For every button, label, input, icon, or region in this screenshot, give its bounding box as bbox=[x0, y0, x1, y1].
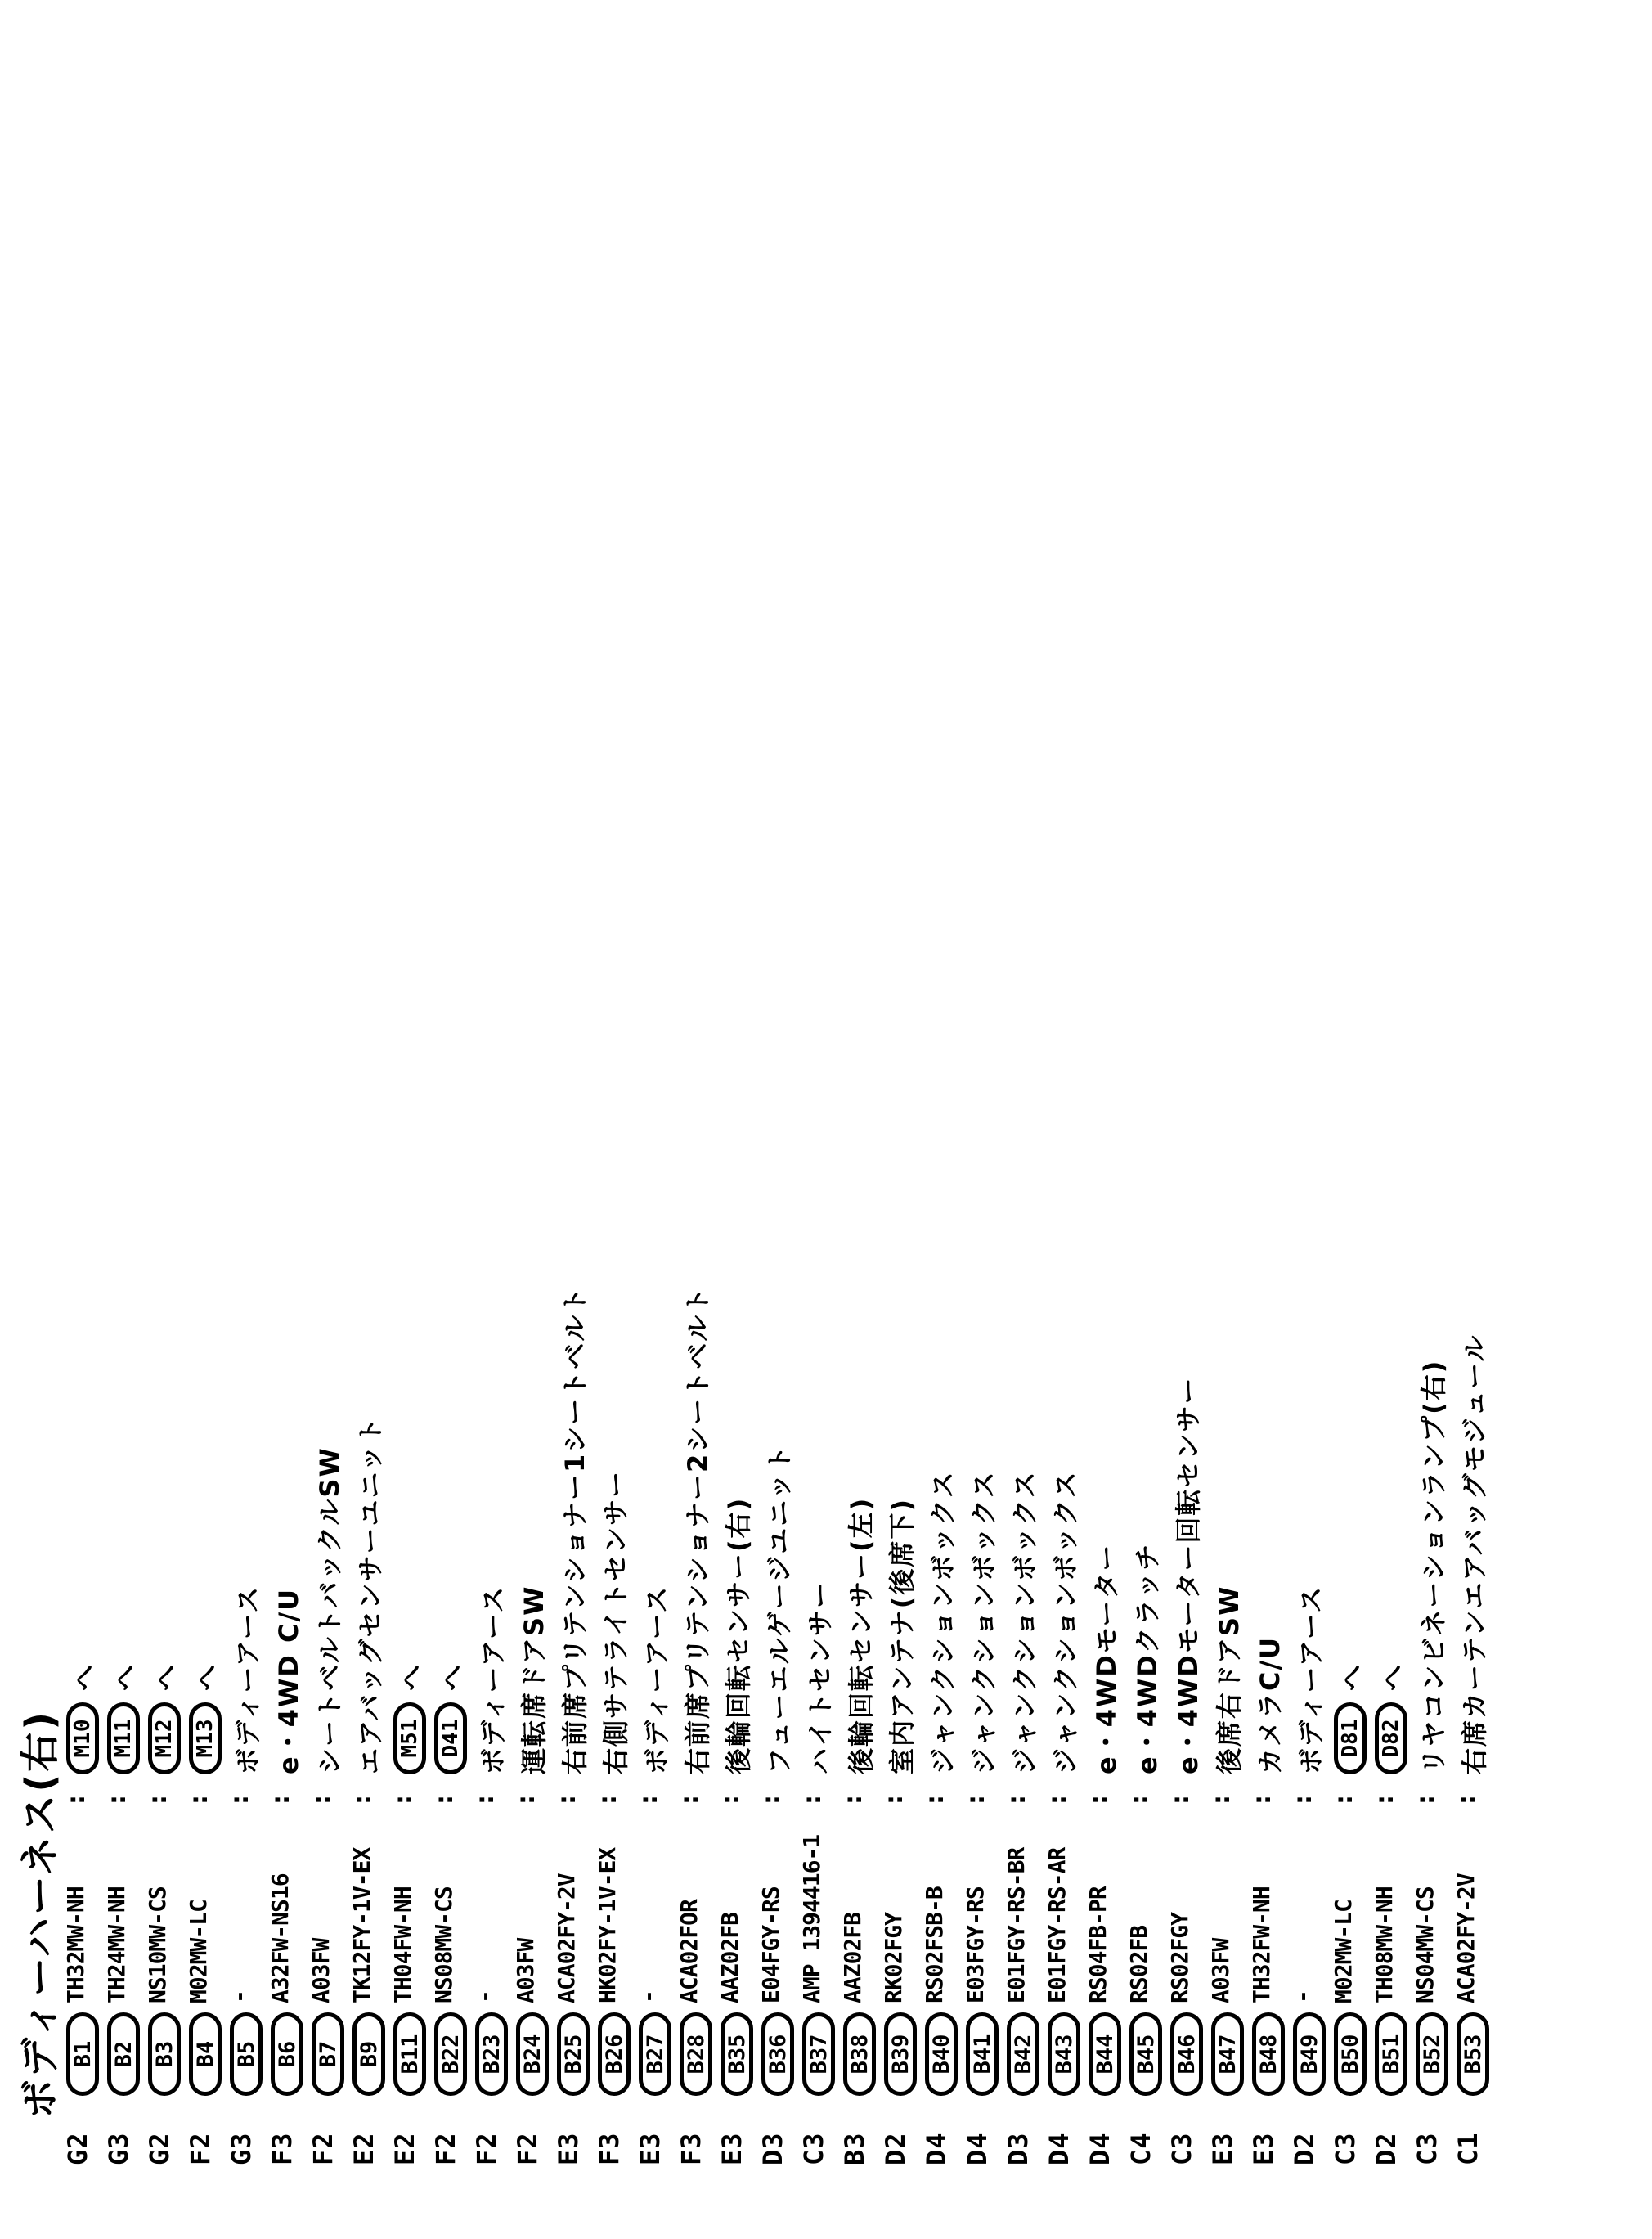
link-suffix: へ bbox=[150, 1662, 182, 1691]
connector-id-badge: B25 bbox=[557, 2012, 590, 2096]
colon-separator: : bbox=[1166, 1795, 1195, 1805]
part-number: TH24MW-NH bbox=[103, 1886, 130, 2003]
grid-reference: G3 bbox=[103, 2132, 134, 2165]
connector-id-badge: B46 bbox=[1170, 2012, 1203, 2096]
table-row bbox=[1289, 0, 1330, 2239]
grid-reference: D4 bbox=[1044, 2132, 1075, 2165]
link-suffix: へ bbox=[437, 1662, 468, 1691]
colon-separator: : bbox=[757, 1795, 786, 1805]
connector-id-badge: B41 bbox=[966, 2012, 999, 2096]
grid-reference: D4 bbox=[921, 2132, 952, 2165]
part-number: - bbox=[1289, 1990, 1316, 2003]
colon-separator: : bbox=[1248, 1795, 1277, 1805]
part-number: NS04MW-CS bbox=[1412, 1886, 1439, 2003]
table-row bbox=[1125, 0, 1166, 2239]
grid-reference: F2 bbox=[308, 2132, 339, 2165]
part-number: A03FW bbox=[512, 1938, 539, 2003]
table-row bbox=[880, 0, 921, 2239]
connector-id-badge: B39 bbox=[884, 2012, 917, 2096]
table-row bbox=[1412, 0, 1452, 2239]
colon-separator: : bbox=[430, 1795, 459, 1805]
colon-separator: : bbox=[185, 1795, 213, 1805]
colon-separator: : bbox=[1452, 1795, 1481, 1805]
connector-id-badge: B49 bbox=[1293, 2012, 1326, 2096]
connector-table bbox=[62, 0, 1493, 2239]
linked-connector-badge: M51 bbox=[393, 1702, 426, 1774]
connector-id-badge: B37 bbox=[802, 2012, 835, 2096]
grid-reference: C4 bbox=[1125, 2132, 1156, 2165]
part-number: AMP 1394416-1 bbox=[798, 1834, 825, 2003]
colon-separator: : bbox=[1044, 1795, 1072, 1805]
colon-separator: : bbox=[921, 1795, 949, 1805]
colon-separator: : bbox=[62, 1795, 91, 1805]
grid-reference: D2 bbox=[1289, 2132, 1320, 2165]
destination: e・4WDモーター回転センサー bbox=[1173, 1376, 1204, 1774]
grid-reference: C3 bbox=[1412, 2132, 1443, 2165]
grid-reference: G3 bbox=[226, 2132, 257, 2165]
link-suffix: へ bbox=[396, 1662, 427, 1691]
colon-separator: : bbox=[512, 1795, 541, 1805]
connector-id-badge: B2 bbox=[107, 2012, 140, 2096]
connector-id-badge: B23 bbox=[475, 2012, 508, 2096]
connector-id-badge: B9 bbox=[352, 2012, 385, 2096]
table-row bbox=[103, 0, 144, 2239]
grid-reference: D3 bbox=[757, 2132, 788, 2165]
connector-id-badge: B5 bbox=[230, 2012, 263, 2096]
table-row bbox=[1207, 0, 1248, 2239]
destination: ハイトセンサー bbox=[805, 1580, 836, 1774]
destination: ジャンクションボックス bbox=[968, 1470, 999, 1774]
table-row bbox=[1003, 0, 1044, 2239]
table-row bbox=[757, 0, 798, 2239]
table-row bbox=[1166, 0, 1207, 2239]
grid-reference: C3 bbox=[1166, 2132, 1197, 2165]
destination: e・4WDクラッチ bbox=[1132, 1542, 1163, 1774]
part-number: M02MW-LC bbox=[185, 1900, 212, 2003]
destination bbox=[62, 1663, 103, 1774]
table-row bbox=[921, 0, 962, 2239]
part-number: AAZ02FB bbox=[716, 1912, 743, 2003]
destination: 右側サテライトセンサー bbox=[600, 1469, 631, 1774]
grid-reference: F3 bbox=[676, 2132, 707, 2165]
connector-id-badge: B3 bbox=[148, 2012, 181, 2096]
part-number: TH08MW-NH bbox=[1371, 1886, 1398, 2003]
grid-reference: F2 bbox=[512, 2132, 543, 2165]
destination bbox=[103, 1663, 144, 1774]
table-row bbox=[1248, 0, 1289, 2239]
part-number: E01FGY-RS-AR bbox=[1044, 1847, 1071, 2003]
colon-separator: : bbox=[471, 1795, 500, 1805]
part-number: RS04FB-PR bbox=[1084, 1886, 1111, 2003]
destination: 右前席プリテンショナー2シートベルト bbox=[682, 1285, 713, 1774]
connector-id-badge: B52 bbox=[1416, 2012, 1448, 2096]
colon-separator: : bbox=[1207, 1795, 1236, 1805]
grid-reference: C3 bbox=[798, 2132, 829, 2165]
destination: 室内アンテナ(後席下) bbox=[887, 1498, 918, 1774]
table-row bbox=[308, 0, 348, 2239]
connector-id-badge: B40 bbox=[925, 2012, 958, 2096]
part-number: - bbox=[635, 1990, 662, 2003]
destination: ボディーアース bbox=[641, 1585, 672, 1774]
grid-reference: E3 bbox=[553, 2132, 584, 2165]
destination: 後輪回転センサー(右) bbox=[723, 1496, 754, 1774]
link-suffix: へ bbox=[1377, 1662, 1408, 1691]
connector-id-badge: B42 bbox=[1007, 2012, 1039, 2096]
colon-separator: : bbox=[880, 1795, 909, 1805]
colon-separator: : bbox=[676, 1795, 704, 1805]
part-number: E04FGY-RS bbox=[757, 1886, 784, 2003]
connector-id-badge: B50 bbox=[1334, 2012, 1367, 2096]
part-number: HK02FY-1V-EX bbox=[594, 1847, 621, 2003]
part-number: RS02FGY bbox=[1166, 1912, 1193, 2003]
connector-id-badge: B27 bbox=[639, 2012, 671, 2096]
link-suffix: へ bbox=[69, 1662, 100, 1691]
colon-separator: : bbox=[1371, 1795, 1399, 1805]
destination: 右席カーテンエアバッグモジュール bbox=[1459, 1333, 1490, 1774]
part-number: AAZ02FB bbox=[839, 1912, 866, 2003]
part-number: RS02FSB-B bbox=[921, 1886, 948, 2003]
table-row bbox=[430, 0, 471, 2239]
colon-separator: : bbox=[716, 1795, 745, 1805]
connector-id-badge: B28 bbox=[680, 2012, 712, 2096]
destination: シートベルトバックルSW bbox=[314, 1446, 345, 1774]
grid-reference: F3 bbox=[594, 2132, 625, 2165]
link-suffix: へ bbox=[1336, 1662, 1367, 1691]
colon-separator: : bbox=[389, 1795, 418, 1805]
colon-separator: : bbox=[594, 1795, 622, 1805]
part-number: ACA02FOR bbox=[676, 1900, 703, 2003]
destination bbox=[1330, 1663, 1371, 1774]
destination bbox=[389, 1663, 430, 1774]
colon-separator: : bbox=[1084, 1795, 1113, 1805]
page-title: ボディーハーネス(右) bbox=[17, 1709, 63, 2119]
destination: e・4WDモーター bbox=[1091, 1543, 1122, 1774]
colon-separator: : bbox=[1330, 1795, 1358, 1805]
colon-separator: : bbox=[348, 1795, 377, 1805]
grid-reference: D4 bbox=[962, 2132, 993, 2165]
connector-id-badge: B11 bbox=[393, 2012, 426, 2096]
grid-reference: D2 bbox=[1371, 2132, 1402, 2165]
part-number: ACA02FY-2V bbox=[1452, 1873, 1479, 2003]
table-row bbox=[839, 0, 880, 2239]
colon-separator: : bbox=[798, 1795, 827, 1805]
table-row bbox=[962, 0, 1003, 2239]
part-number: TH04FW-NH bbox=[389, 1886, 416, 2003]
table-row bbox=[1330, 0, 1371, 2239]
linked-connector-badge: D81 bbox=[1334, 1702, 1367, 1774]
connector-id-badge: B36 bbox=[761, 2012, 794, 2096]
destination: ボディーアース bbox=[478, 1585, 509, 1774]
table-row bbox=[553, 0, 594, 2239]
linked-connector-badge: D82 bbox=[1375, 1702, 1407, 1774]
connector-id-badge: B38 bbox=[843, 2012, 876, 2096]
colon-separator: : bbox=[839, 1795, 868, 1805]
linked-connector-badge: M10 bbox=[66, 1702, 99, 1774]
part-number: ACA02FY-2V bbox=[553, 1873, 580, 2003]
colon-separator: : bbox=[103, 1795, 132, 1805]
connector-id-badge: B6 bbox=[271, 2012, 303, 2096]
table-row bbox=[62, 0, 103, 2239]
table-row bbox=[185, 0, 226, 2239]
table-row bbox=[389, 0, 430, 2239]
destination: ボディーアース bbox=[232, 1585, 263, 1774]
connector-id-badge: B53 bbox=[1457, 2012, 1489, 2096]
grid-reference: E3 bbox=[635, 2132, 666, 2165]
destination: 右前席プリテンショナー1シートベルト bbox=[559, 1285, 590, 1774]
destination bbox=[144, 1663, 185, 1774]
grid-reference: G2 bbox=[144, 2132, 175, 2165]
grid-reference: C1 bbox=[1452, 2132, 1484, 2165]
linked-connector-badge: M12 bbox=[148, 1702, 181, 1774]
connector-id-badge: B47 bbox=[1211, 2012, 1244, 2096]
connector-id-badge: B43 bbox=[1048, 2012, 1080, 2096]
table-row bbox=[267, 0, 308, 2239]
connector-id-badge: B7 bbox=[312, 2012, 344, 2096]
destination: カメラC/U bbox=[1255, 1635, 1286, 1774]
destination: ジャンクションボックス bbox=[1009, 1470, 1040, 1774]
grid-reference: F2 bbox=[430, 2132, 461, 2165]
colon-separator: : bbox=[1412, 1795, 1440, 1805]
part-number: E01FGY-RS-BR bbox=[1003, 1847, 1030, 2003]
destination: 後席右ドアSW bbox=[1214, 1585, 1245, 1774]
part-number: A03FW bbox=[1207, 1938, 1234, 2003]
table-row bbox=[471, 0, 512, 2239]
colon-separator: : bbox=[1003, 1795, 1031, 1805]
grid-reference: E3 bbox=[1207, 2132, 1238, 2165]
part-number: E03FGY-RS bbox=[962, 1886, 989, 2003]
table-row bbox=[348, 0, 389, 2239]
table-row bbox=[1371, 0, 1412, 2239]
destination: エアバッグセンサーユニット bbox=[355, 1415, 386, 1774]
table-row bbox=[798, 0, 839, 2239]
table-row bbox=[1452, 0, 1493, 2239]
table-row bbox=[676, 0, 716, 2239]
part-number: TK12FY-1V-EX bbox=[348, 1847, 375, 2003]
table-row bbox=[1044, 0, 1084, 2239]
colon-separator: : bbox=[635, 1795, 663, 1805]
colon-separator: : bbox=[1289, 1795, 1318, 1805]
table-row bbox=[635, 0, 676, 2239]
destination bbox=[1371, 1663, 1412, 1774]
part-number: TH32FW-NH bbox=[1248, 1886, 1275, 2003]
connector-id-badge: B26 bbox=[598, 2012, 631, 2096]
table-row bbox=[1084, 0, 1125, 2239]
grid-reference: B3 bbox=[839, 2132, 870, 2165]
table-row bbox=[716, 0, 757, 2239]
destination: リヤコンビネーションランプ(右) bbox=[1418, 1359, 1449, 1774]
destination bbox=[185, 1663, 226, 1774]
grid-reference: E3 bbox=[716, 2132, 747, 2165]
connector-id-badge: B48 bbox=[1252, 2012, 1285, 2096]
grid-reference: F3 bbox=[267, 2132, 298, 2165]
grid-reference: F2 bbox=[471, 2132, 502, 2165]
part-number: - bbox=[471, 1990, 498, 2003]
connector-id-badge: B1 bbox=[66, 2012, 99, 2096]
grid-reference: D3 bbox=[1003, 2132, 1034, 2165]
connector-id-badge: B22 bbox=[434, 2012, 467, 2096]
colon-separator: : bbox=[1125, 1795, 1154, 1805]
part-number: M02MW-LC bbox=[1330, 1900, 1357, 2003]
grid-reference: G2 bbox=[62, 2132, 93, 2165]
part-number: NS08MW-CS bbox=[430, 1886, 457, 2003]
colon-separator: : bbox=[226, 1795, 254, 1805]
part-number: NS10MW-CS bbox=[144, 1886, 171, 2003]
grid-reference: D2 bbox=[880, 2132, 911, 2165]
part-number: A32FW-NS16 bbox=[267, 1873, 294, 2003]
destination: ジャンクションボックス bbox=[927, 1470, 958, 1774]
grid-reference: E3 bbox=[1248, 2132, 1279, 2165]
connector-id-badge: B44 bbox=[1089, 2012, 1121, 2096]
destination: e・4WD C/U bbox=[273, 1587, 304, 1774]
linked-connector-badge: M11 bbox=[107, 1702, 140, 1774]
destination: ジャンクションボックス bbox=[1050, 1470, 1081, 1774]
colon-separator: : bbox=[144, 1795, 173, 1805]
linked-connector-badge: M13 bbox=[189, 1702, 222, 1774]
grid-reference: E2 bbox=[389, 2132, 420, 2165]
part-number: - bbox=[226, 1990, 253, 2003]
colon-separator: : bbox=[308, 1795, 336, 1805]
grid-reference: D4 bbox=[1084, 2132, 1116, 2165]
part-number: TH32MW-NH bbox=[62, 1886, 89, 2003]
connector-id-badge: B45 bbox=[1129, 2012, 1162, 2096]
destination: ボディーアース bbox=[1295, 1585, 1327, 1774]
link-suffix: へ bbox=[110, 1662, 141, 1691]
part-number: A03FW bbox=[308, 1938, 334, 2003]
destination: 後輪回転センサー(左) bbox=[846, 1496, 877, 1774]
destination bbox=[430, 1663, 471, 1774]
link-suffix: へ bbox=[191, 1662, 222, 1691]
part-number: RS02FB bbox=[1125, 1925, 1152, 2003]
grid-reference: E2 bbox=[348, 2132, 379, 2165]
linked-connector-badge: D41 bbox=[434, 1702, 467, 1774]
table-row bbox=[144, 0, 185, 2239]
part-number: RK02FGY bbox=[880, 1912, 907, 2003]
grid-reference: F2 bbox=[185, 2132, 216, 2165]
colon-separator: : bbox=[267, 1795, 295, 1805]
table-row bbox=[226, 0, 267, 2239]
connector-id-badge: B4 bbox=[189, 2012, 222, 2096]
grid-reference: C3 bbox=[1330, 2132, 1361, 2165]
table-row bbox=[512, 0, 553, 2239]
colon-separator: : bbox=[553, 1795, 581, 1805]
connector-id-badge: B51 bbox=[1375, 2012, 1407, 2096]
destination: フューエルゲージユニット bbox=[764, 1444, 795, 1774]
connector-id-badge: B24 bbox=[516, 2012, 549, 2096]
colon-separator: : bbox=[962, 1795, 990, 1805]
table-row bbox=[594, 0, 635, 2239]
connector-id-badge: B35 bbox=[721, 2012, 753, 2096]
destination: 運転席ドアSW bbox=[518, 1585, 550, 1774]
